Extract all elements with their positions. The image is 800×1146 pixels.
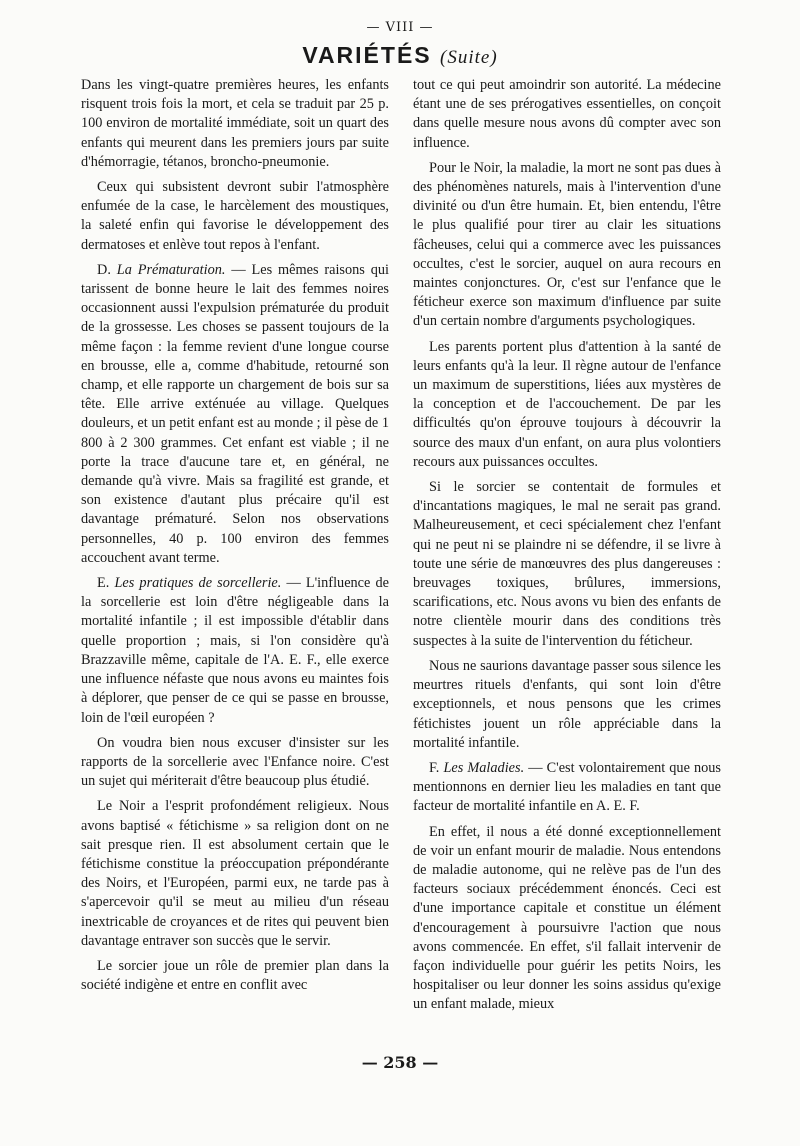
paragraph: Pour le Noir, la maladie, la mort ne sont pas dues à des phénomènes naturels, mais à l'intervention d'une divinité ou d'un être humain. Et, bien entendu, l'être le plus qualifié pour tirer au clair les situations fâcheuses, celui qui a commerce avec les puissances occultes, c'est le sorcier, auquel on aura recours en maintes conjonctures. Or, c'est sur l'enfance que le féticheur exerce son maximum d'influence par suite d'un certain nombre d'arguments psychologiques. <box>413 159 721 330</box>
right-column <box>413 76 721 1021</box>
paragraph-text: — L'influence de la sorcellerie est loin d'être négligeable dans la mortalité infantile ; il est impossible d'établir dans quelle proportion ; mais, si l'on considère qu'à Brazzaville même, capitale de l'A. E. F., elle exerce une influence néfaste que nous avons eu maintes fois à déplorer, que penser de ce qui se passe en brousse, loin de l'œil européen ? <box>81 575 389 726</box>
left-column <box>81 76 389 1001</box>
roman-folio: — VIII — <box>366 20 434 35</box>
section-title-suffix: (Suite) <box>440 47 498 68</box>
paragraph-text: — Les mêmes raisons qui tarissent de bonne heure le lait des femmes noires occasionnent aussi l'expulsion prématurée du produit de la grossesse. Les choses se passent toujours de la même façon : la femme revient d'une longue course en brousse, elle a, comme d'habitude, retourné son champ, et elle rapporte un chargement de bois sur sa tête. Elle arrive exténuée au village. Quelques douleurs, et un petit enfant est au monde ; il pèse de 1 800 à 2 300 grammes. Cet enfant est viable ; il ne porte la trace d'aucune tare et, en général, ne demande qu'à vivre. Mais sa fragilité est grande, et son existence d'autant plus précaire qu'il est davantage prématuré. Selon nos observations personnelles, 40 p. 100 environ des femmes accouchent avant terme. <box>81 261 389 566</box>
section-title <box>0 42 800 69</box>
page-number: — 258 — <box>361 1053 439 1072</box>
section-letter: F. <box>429 759 444 776</box>
paragraph: Les parents portent plus d'attention à la santé de leurs enfants qu'à la leur. Il règne autour de l'enfance un maximum de superstitions, liées aux mystères de la conception et de l'accouchement. De par les difficultés qu'on éprouve toujours à découvrir la source des maux d'un enfant, on aura plus volontiers recours aux puissances occultes. <box>413 338 721 470</box>
paragraph: Si le sorcier se contentait de formules et d'incantations magiques, le mal ne serait pas grand. Malheureusement, et ceci spécialement chez l'enfant qui ne peut ni se plaindre ni se défendre, il se livre à toute une série de manœuvres des plus dangereuses : breuvages toxiques, brûlures, immersions, scarifications, etc. Nous avons vu bien des enfants de notre clientèle mourir dans des conditions très suspectes à la suite de l'intervention du féticheur. <box>413 479 721 649</box>
paragraph: On voudra bien nous excuser d'insister sur les rapports de la sorcellerie avec l'Enfance noire. C'est un sujet qui mériterait d'être beaucoup plus étudié. <box>81 734 389 790</box>
paragraph <box>81 261 389 568</box>
paragraph: Dans les vingt-quatre premières heures, les enfants risquent trois fois la mort, et cela se traduit par 25 p. 100 environ de mortalité immédiate, soit un quart des enfants qui meurent dans les premiers jours par suite d'hémorragie, tétanos, broncho-pneumonie. <box>81 77 389 170</box>
paragraph: Le sorcier joue un rôle de premier plan dans la société indigène et entre en conflit avec <box>81 957 389 994</box>
section-title-text: VARIÉTÉS <box>302 42 432 68</box>
section-letter: D. <box>97 261 117 278</box>
paragraph: Le Noir a l'esprit profondément religieux. Nous avons baptisé « fétichisme » sa religion dont on ne sait presque rien. Il est absolument certain que le fétichisme constitue la préoccupation prépondérante des Noirs, et l'Européen, parmi eux, ne tarde pas à s'apercevoir qu'il se meut au milieu d'un réseau inextricable de croyances et de rites qui peuvent bien davantage entraver son succès que le servir. <box>81 798 389 949</box>
paragraph: En effet, il nous a été donné exceptionnellement de voir un enfant mourir de maladie. Nous entendons de maladie autonome, qui ne relève pas de l'un des facteurs sociaux précédemment énoncés. Ceci est d'une importance capitale et constitue un élément d'encouragement à poursuivre l'action que nous avons commencée. En effet, s'il fallait intervenir de façon individuelle pour guérir les petits Noirs, les hospitaliser ou leur donner les soins assidus qu'exige un enfant malade, mieux <box>413 823 721 1013</box>
paragraph-text: — C'est volontairement que nous mentionnons en dernier lieu les maladies en tant que facteur de mortalité infantile en A. E. F. <box>413 759 721 815</box>
section-letter: E. <box>97 575 115 592</box>
subsection-heading: Les pratiques de sorcellerie. <box>114 575 282 592</box>
paragraph: Ceux qui subsistent devront subir l'atmosphère enfumée de la case, le harcèlement des moustiques, la saleté enfin qui favorise le développement des dermatoses et enlève tout repos à l'enfant. <box>81 179 389 253</box>
paragraph <box>81 574 389 728</box>
paragraph <box>413 759 721 817</box>
paragraph: Nous ne saurions davantage passer sous silence les meurtres rituels d'enfants, qui sont loin d'être exceptionnels, et nous pensons que les crimes fétichistes jouent un rôle appréciable dans la mortalité infantile. <box>413 657 721 751</box>
subsection-heading: La Prématuration. <box>116 261 226 278</box>
paragraph: tout ce qui peut amoindrir son autorité. La médecine étant une de ses prérogatives essentielles, on conçoit dans quelle mesure nous avons dû compter avec son influence. <box>413 77 721 151</box>
subsection-heading: Les Maladies. <box>443 759 525 776</box>
